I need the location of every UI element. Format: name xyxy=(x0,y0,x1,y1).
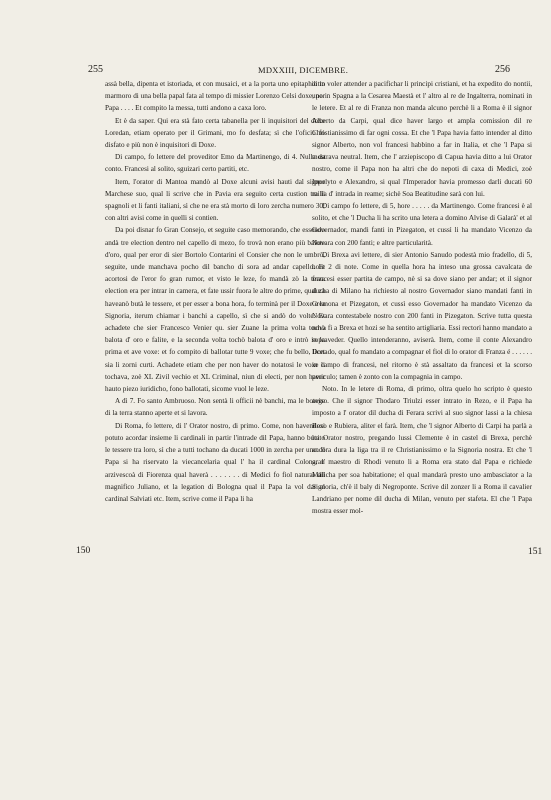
paragraph: Da poi disnar fo Gran Consejo, et seguite caso memorando, che essendo andà tre election dentro nel capello di mezo, fo trovà non erano più balote d'oro, qual per eror di sier Bortolo Contarini el Consier che non le umbrò, seguite, unde manchava pocho dil bancho di sora ad andar capello. Et acortosi de l'eror fo gran rumor, et visto le leze, fo mandà zò la terza election era per intrar in camera, et fate ussir fuora le altre do prime, qual zà haveanò butà le tessere, et per esser a bona hora, fo terminà per il Doxe e la Signoria, iterum chiamar i banchi a capello, sì che si andò do volte. Et achadete che sier Francesco Venier qu. sier Zuane la prima volta tochò balota d' oro e falite, e la seconda volta tochò balota d' oro e intrò in la prima et ave voxe: et fo compito di ballotar tutte 9 voxe; che fu bello, licet sia li zorni curti. Achadete etiam che per non haver do notatosi le voxe li tochava, zoè XL Zivil vechio et XL Criminal, niun di electi, per non haver hauto piezo iuridicho, fono ballotati, sicome vuol le leze. xyxy=(105,226,325,394)
running-title: MDXXIII, DICEMBRE. xyxy=(258,65,349,75)
paragraph: A dì 7. Fo santo Ambruoso. Non sentà li officii nè banchi, ma le botege di la terra stanno aperte et si lavora. xyxy=(105,397,325,418)
right-column xyxy=(312,78,532,517)
paragraph: Di Roma, fo lettere, di l' Orator nostro, di primo. Come, non havendosi potuto acordar insieme li cardinali in partir l'intrade dil Papa, hanno butato le tessere tra loro, sì che a tutti tochano da ducati 1000 in zercha per uno. Il Papa si ha riservato la viecancelaria qual l' ha il cardinal Colona, l' arzivescoà di Fiorenza qual haverà . . . . . . . di Medici fo fiol natural dil magnifico Juliano, et la legation di Bologna qual il Papa la vol dar al cardinal Salviati etc. Item, scrive come il Papa li ha xyxy=(105,421,325,503)
paragraph: assà bella, dipenta et istoriada, et con musaici, et a la porta uno epitaphio in marmoro di una bella papal fata al tempo di missier Lorenzo Celsi doxe, per Papa . . . . Et compito la messa, tutti andono a caxa loro. xyxy=(105,80,325,113)
page-number-right: 256 xyxy=(495,64,510,75)
paragraph: Di campo fo lettere, di 5, hore . . . . . da Martinengo. Come francesi è al solito, et che 'l Ducha li ha scrito una letera a domino Alvise di Galarà' et al Governador, mandi fanti in Pizegaton, et cussì li ha mandato Vicenzo da Novara con 200 fanti; e altre particularità. xyxy=(312,202,532,247)
page-number-left: 255 xyxy=(88,64,103,75)
margin-number-left: 150 xyxy=(76,546,91,556)
paragraph: Et è da saper. Qui era stà fato certa tabanella per li inquisitori del doxe Loredan, etiam operato per il Grimani, mo fo desfata; sì che l'oficio fo disfato e più non è inquisitori di Doxe. xyxy=(105,116,325,150)
paragraph: ditto voler attender a pacifichar li principi cristiani, et ha expedito do nontii, uno in Spagna a la Cesarea Maestà et l' altro al re de Ingalterra, nominati in le letere. Et al re di Franza non manda alcuno perchè li a Roma è il signor Alberto da Carpi, qual dice haver largo et ampla comission dil re Christianissimo di far ogni cossa. Et che 'l Papa havia fatto intender al ditto signor Alberto, non vol francesi habbino a far in Italia, et che 'l Papa si mostrava neutral. Item, che l' arziepiscopo di Capua havia ditto a lui Orator nostro, come il Papa non ha altri che do nepoti di caxa di Medici, zoè Ippolyto e Alexandro, si qual l'Imperador havia promesso darli ducati 60 milia d' intrada in reame; sichè Soa Beatitudine sarà con lui. xyxy=(312,80,532,198)
paragraph: Item, l'orator di Mantoa mandò al Doxe alcuni avisi hauti dal signor Marchese suo, qual li scrive che in Pavia era seguito certa custion tra li spagnoli et li fanti italiani, sì che ne era stà morto di loro zercha numero 30; con altri avisi come in quelli si contien. xyxy=(105,177,325,223)
left-column xyxy=(105,78,325,505)
paragraph: Di Brexa avi lettere, di sier Antonio Sanudo podestà mio fradello, di 5, hore 2 di note. Come in quella hora ha inteso una grossa cavalcata de francesi esser partita de campo, nè si sa dove siano per andar; et il signor ducha di Milano ha richiesto al nostro Governador siano mandati fanti in Cremona et Pizegaton, et cussì esso Governador ha mandato Vicenzo da Novara contestabele nostro con 200 fanti in Pizegaton. Scrive tutta questa nova fi a Brexa et hozi se ha sentito artigliaria. Essi rectori hanno mandato a sopraveder. Quello intenderanno, aviserà. Item, come il conte Alexandro Donado, qual fo mandato a compagnar el fiol di lo orator di Franza é . . . . . . in campo di francesi, nel ritorno è stà assaltato da francesi et la scorso periculo; tamen è zonto con la compagnia in campo. xyxy=(312,250,532,381)
paragraph: Noto. In le letere di Roma, di primo, oltra quelo ho scripto è questo aviso. Che il signor Thodaro Triulzi esser intrato in Rezo, e il Papa ha imposto a l' orator dil ducha di Ferara scrivi al suo signor lassi a la chiesa Rezo e Rubiera, aliter el farà. Item, che 'l signor Alberto di Carpi ha parlà a lui Orator nostro, pregando lussi Clemente è in castel di Brexa, perchè ancora dura la liga tra il re Christianissimo e la Signoria nostra. Et che 'l gran maestro di Rhodi venuto li a Roma era stato dal Papa e richiede Malicha per soa habitatione; el qual mandarà presto uno ambasciator a la Signoria, ch'è il baly di Negroponte. Scrive dil zonzer li a Roma il cavalier Landriano per nome dil ducha di Milan, venuto per stafeta. El che 'l Papa mostra esser mol- xyxy=(312,385,532,516)
paragraph: Di campo, fo lettere del proveditor Emo da Martinengo, di 4. Nulla da conto. Francesi al solito, sguizari certo partiti, etc. xyxy=(105,153,325,174)
margin-number-right: 151 xyxy=(528,547,543,557)
